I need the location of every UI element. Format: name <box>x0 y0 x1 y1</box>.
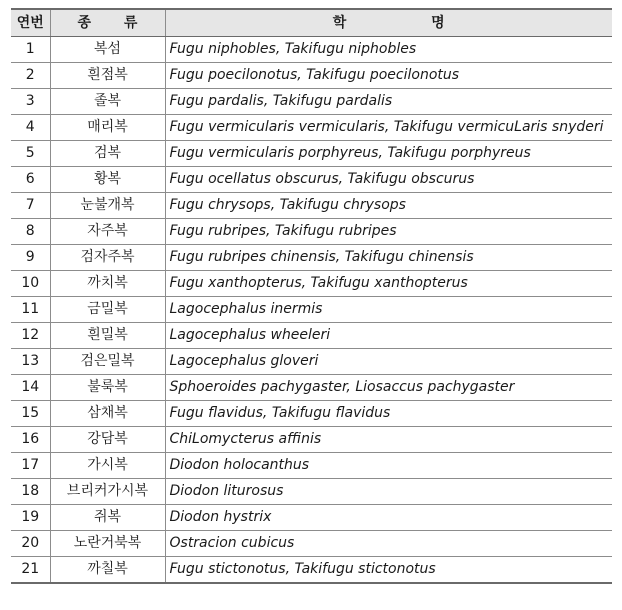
serial-number-cell: 2 <box>11 63 50 89</box>
species-kind-cell: 검은밀복 <box>50 349 165 375</box>
serial-number-cell: 21 <box>11 557 50 584</box>
species-kind-cell: 복섬 <box>50 37 165 63</box>
table-row <box>11 323 612 349</box>
table-row <box>11 531 612 557</box>
table-row <box>11 37 612 63</box>
scientific-name-cell: Lagocephalus inermis <box>165 297 612 323</box>
serial-number-cell: 18 <box>11 479 50 505</box>
serial-number-cell: 10 <box>11 271 50 297</box>
species-kind-cell: 흰점복 <box>50 63 165 89</box>
table-row <box>11 245 612 271</box>
table-row <box>11 297 612 323</box>
serial-number-cell: 6 <box>11 167 50 193</box>
species-kind-cell: 까치복 <box>50 271 165 297</box>
table-row <box>11 505 612 531</box>
table-row <box>11 453 612 479</box>
scientific-name-cell: Fugu rubripes chinensis, Takifugu chinensis <box>165 245 612 271</box>
species-kind-cell: 흰밀복 <box>50 323 165 349</box>
scientific-name-cell: Diodon liturosus <box>165 479 612 505</box>
species-kind-cell: 가시복 <box>50 453 165 479</box>
species-kind-cell: 브리커가시복 <box>50 479 165 505</box>
pufferfish-species-table <box>11 8 612 584</box>
serial-number-cell: 3 <box>11 89 50 115</box>
serial-number-cell: 1 <box>11 37 50 63</box>
header-scientific-name: 학 명 <box>165 9 612 37</box>
serial-number-cell: 17 <box>11 453 50 479</box>
species-kind-cell: 황복 <box>50 167 165 193</box>
table-row <box>11 115 612 141</box>
species-kind-cell: 자주복 <box>50 219 165 245</box>
species-kind-cell: 매리복 <box>50 115 165 141</box>
scientific-name-cell: Fugu vermicularis vermicularis, Takifugu vermicuLaris snyderi <box>165 115 612 141</box>
scientific-name-cell: Lagocephalus wheeleri <box>165 323 612 349</box>
serial-number-cell: 4 <box>11 115 50 141</box>
scientific-name-cell: Lagocephalus gloveri <box>165 349 612 375</box>
species-kind-cell: 검복 <box>50 141 165 167</box>
table-header <box>11 9 612 37</box>
scientific-name-cell: Diodon holocanthus <box>165 453 612 479</box>
table-row <box>11 427 612 453</box>
serial-number-cell: 9 <box>11 245 50 271</box>
serial-number-cell: 14 <box>11 375 50 401</box>
serial-number-cell: 8 <box>11 219 50 245</box>
species-kind-cell: 검자주복 <box>50 245 165 271</box>
serial-number-cell: 12 <box>11 323 50 349</box>
species-kind-cell: 노란거북복 <box>50 531 165 557</box>
serial-number-cell: 11 <box>11 297 50 323</box>
scientific-name-cell: ChiLomycterus affinis <box>165 427 612 453</box>
table-row <box>11 349 612 375</box>
scientific-name-cell: Fugu pardalis, Takifugu pardalis <box>165 89 612 115</box>
serial-number-cell: 13 <box>11 349 50 375</box>
table-row <box>11 63 612 89</box>
table-row <box>11 375 612 401</box>
species-kind-cell: 졸복 <box>50 89 165 115</box>
scientific-name-cell: Sphoeroides pachygaster, Liosaccus pachygaster <box>165 375 612 401</box>
table-row <box>11 557 612 584</box>
table-row <box>11 479 612 505</box>
serial-number-cell: 19 <box>11 505 50 531</box>
scientific-name-cell: Fugu flavidus, Takifugu flavidus <box>165 401 612 427</box>
species-kind-cell: 까칠복 <box>50 557 165 584</box>
scientific-name-cell: Fugu niphobles, Takifugu niphobles <box>165 37 612 63</box>
header-serial-number: 연번 <box>11 9 50 37</box>
table-body <box>11 37 612 584</box>
serial-number-cell: 15 <box>11 401 50 427</box>
table-row <box>11 167 612 193</box>
scientific-name-cell: Fugu xanthopterus, Takifugu xanthopterus <box>165 271 612 297</box>
serial-number-cell: 20 <box>11 531 50 557</box>
species-kind-cell: 강담복 <box>50 427 165 453</box>
serial-number-cell: 16 <box>11 427 50 453</box>
table-row <box>11 219 612 245</box>
table-row <box>11 89 612 115</box>
header-species-kind: 종 류 <box>50 9 165 37</box>
table-row <box>11 193 612 219</box>
table-row <box>11 141 612 167</box>
scientific-name-cell: Fugu ocellatus obscurus, Takifugu obscurus <box>165 167 612 193</box>
scientific-name-cell: Fugu stictonotus, Takifugu stictonotus <box>165 557 612 584</box>
scientific-name-cell: Fugu chrysops, Takifugu chrysops <box>165 193 612 219</box>
species-kind-cell: 눈불개복 <box>50 193 165 219</box>
scientific-name-cell: Fugu rubripes, Takifugu rubripes <box>165 219 612 245</box>
species-kind-cell: 불룩복 <box>50 375 165 401</box>
species-kind-cell: 삼채복 <box>50 401 165 427</box>
scientific-name-cell: Fugu poecilonotus, Takifugu poecilonotus <box>165 63 612 89</box>
table-row <box>11 271 612 297</box>
pufferfish-species-table-wrapper <box>11 8 612 584</box>
species-kind-cell: 쥐복 <box>50 505 165 531</box>
serial-number-cell: 7 <box>11 193 50 219</box>
serial-number-cell: 5 <box>11 141 50 167</box>
header-row <box>11 9 612 37</box>
species-kind-cell: 금밀복 <box>50 297 165 323</box>
scientific-name-cell: Diodon hystrix <box>165 505 612 531</box>
scientific-name-cell: Fugu vermicularis porphyreus, Takifugu porphyreus <box>165 141 612 167</box>
scientific-name-cell: Ostracion cubicus <box>165 531 612 557</box>
table-row <box>11 401 612 427</box>
